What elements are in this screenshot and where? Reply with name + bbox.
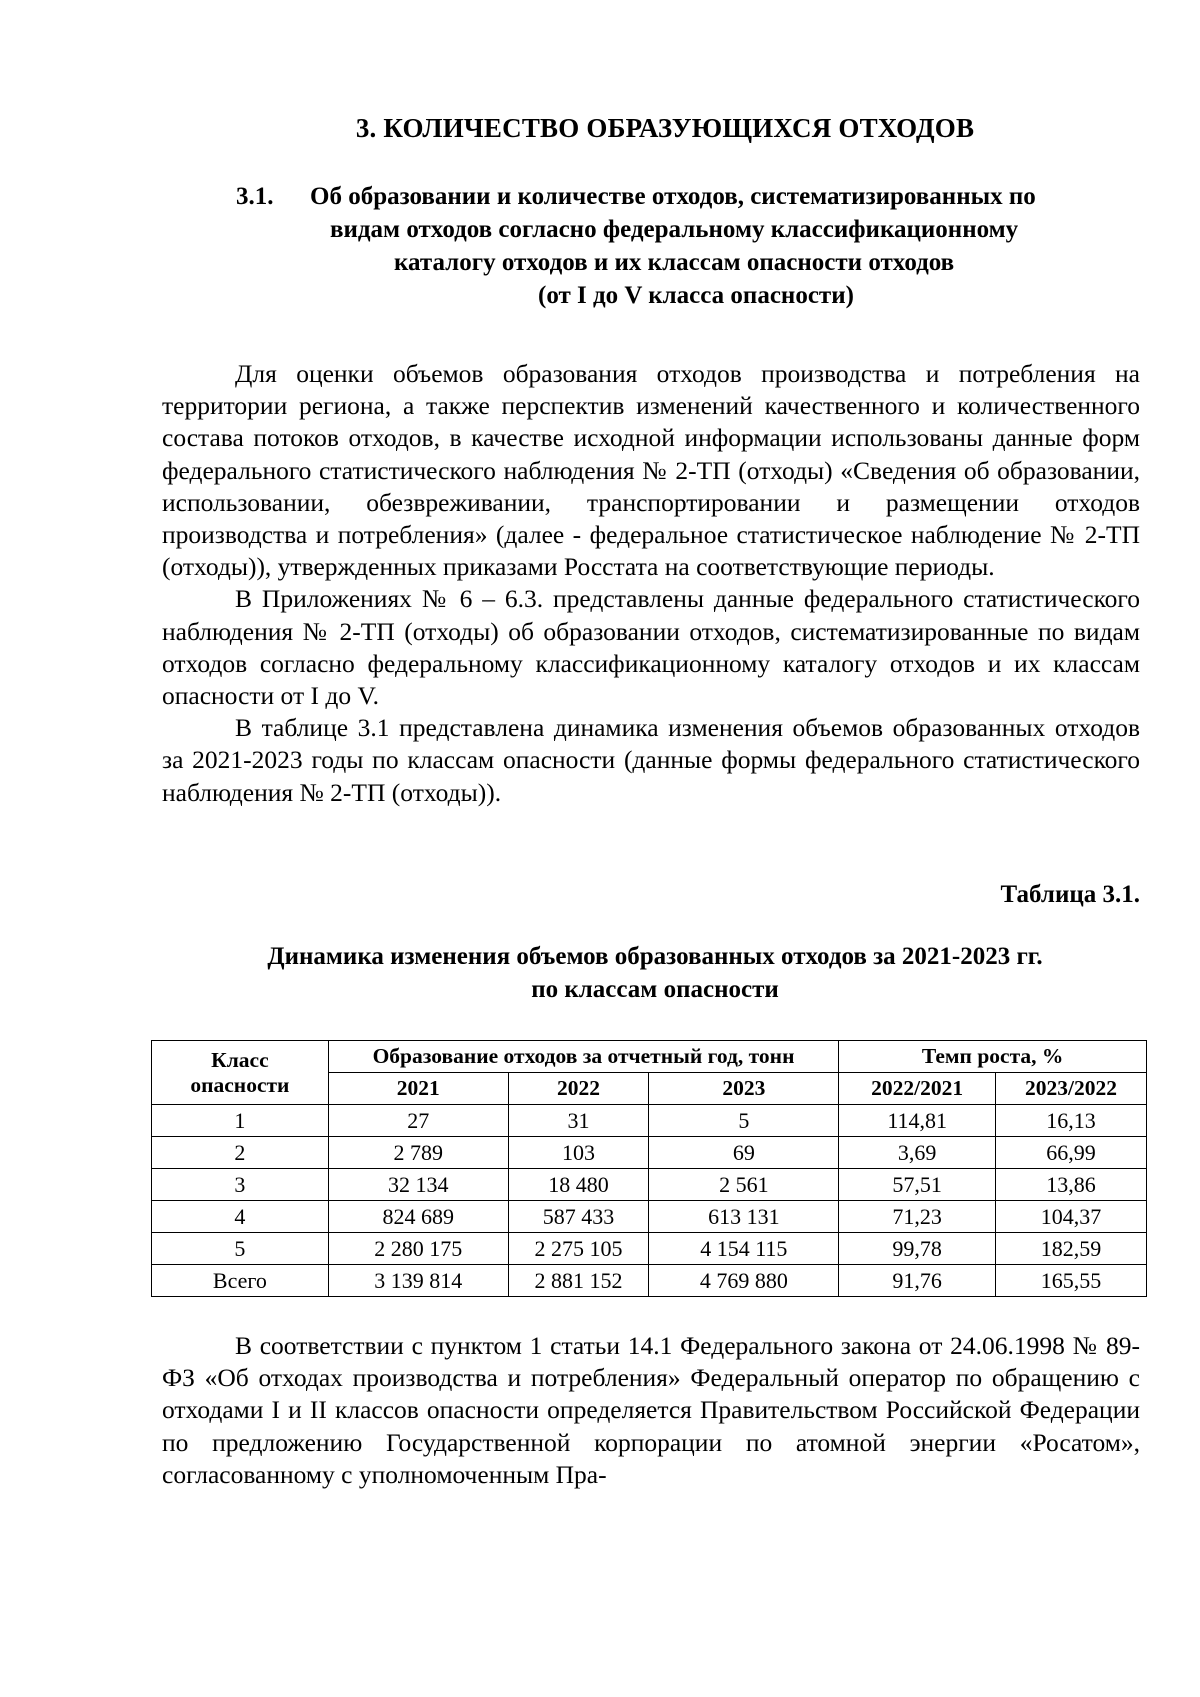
closing-text xyxy=(162,1330,1140,1491)
cell-hazard-class: 5 xyxy=(152,1233,329,1265)
cell-hazard-class: 1 xyxy=(152,1105,329,1137)
header-hazard-class xyxy=(152,1041,329,1105)
header-year-2021: 2021 xyxy=(328,1073,508,1105)
cell-tons-2023: 69 xyxy=(649,1137,839,1169)
table-row xyxy=(152,1169,1147,1201)
table-title xyxy=(0,940,1200,1006)
table-row xyxy=(152,1137,1147,1169)
cell-tons-2021: 2 789 xyxy=(328,1137,508,1169)
cell-tons-2022: 2 881 152 xyxy=(508,1265,649,1297)
cell-tons-2023: 4 154 115 xyxy=(649,1233,839,1265)
cell-tons-2022: 587 433 xyxy=(508,1201,649,1233)
cell-growth-2023-2022: 66,99 xyxy=(996,1137,1147,1169)
cell-growth-2022-2021: 99,78 xyxy=(839,1233,996,1265)
cell-tons-2021: 32 134 xyxy=(328,1169,508,1201)
header-growth-group: Темп роста, % xyxy=(839,1041,1147,1073)
cell-tons-2023: 2 561 xyxy=(649,1169,839,1201)
section-title-line-4: (от I до V класса опасности) xyxy=(538,282,854,309)
section-title-line-2: видам отходов согласно федеральному классификационному xyxy=(330,216,1019,243)
header-hazard-class-line-2: опасности xyxy=(190,1072,290,1097)
cell-tons-2023: 4 769 880 xyxy=(649,1265,839,1297)
cell-growth-2022-2021: 114,81 xyxy=(839,1105,996,1137)
cell-hazard-class: 2 xyxy=(152,1137,329,1169)
section-title-line-1: Об образовании и количестве отходов, систематизированных по xyxy=(310,183,1036,210)
header-hazard-class-line-1: Класс xyxy=(211,1047,269,1072)
table-body xyxy=(152,1105,1147,1297)
paragraph-1: Для оценки объемов образования отходов производства и потребления на территории региона, а также перспектив изменений качественного и количественного состава потоков отходов, в качестве исходной информации использованы данные форм федерального статистического наблюдения № 2-ТП (отходы) «Сведения об образовании, использовании, обезвреживании, транспортировании и размещении отходов производства и потребления» (далее - федеральное статистическое наблюдение № 2-ТП (отходы)), утвержденных приказами Росстата на соответствующие периоды. xyxy=(162,359,1140,582)
cell-tons-2022: 18 480 xyxy=(508,1169,649,1201)
table-header-row-1 xyxy=(152,1041,1147,1073)
cell-growth-2023-2022: 16,13 xyxy=(996,1105,1147,1137)
waste-table xyxy=(151,1040,1147,1297)
cell-growth-2022-2021: 91,76 xyxy=(839,1265,996,1297)
paragraph-2: В Приложениях № 6 – 6.3. представлены данные федерального статистического наблюдения № 2-ТП (отходы) об образовании отходов, систематизированные по видам отходов согласно федеральному классификационному каталогу отходов и их классам опасности от I до V. xyxy=(162,584,1140,711)
table-row xyxy=(152,1201,1147,1233)
cell-growth-2023-2022: 182,59 xyxy=(996,1233,1147,1265)
closing-paragraph: В соответствии с пунктом 1 статьи 14.1 Федерального закона от 24.06.1998 № 89-ФЗ «Об отходах производства и потребления» Федеральный оператор по обращению с отходами I и II классов опасности определяется Правительством Российской Федерации по предложению Государственной корпорации по атомной энергии «Росатом», согласованному с уполномоченным Пра- xyxy=(162,1331,1140,1489)
cell-growth-2022-2021: 71,23 xyxy=(839,1201,996,1233)
cell-tons-2022: 31 xyxy=(508,1105,649,1137)
cell-hazard-class: 3 xyxy=(152,1169,329,1201)
table-row xyxy=(152,1265,1147,1297)
cell-tons-2023: 613 131 xyxy=(649,1201,839,1233)
chapter-title: 3. КОЛИЧЕСТВО ОБРАЗУЮЩИХСЯ ОТХОДОВ xyxy=(355,113,975,143)
cell-tons-2021: 824 689 xyxy=(328,1201,508,1233)
table-title-line-2: по классам опасности xyxy=(531,976,779,1003)
header-ratio-2022-2021: 2022/2021 xyxy=(839,1073,996,1105)
table-row xyxy=(152,1105,1147,1137)
cell-growth-2023-2022: 104,37 xyxy=(996,1201,1147,1233)
cell-tons-2022: 2 275 105 xyxy=(508,1233,649,1265)
table-label: Таблица 3.1. xyxy=(1000,881,1140,908)
table-title-line-1: Динамика изменения объемов образованных отходов за 2021-2023 гг. xyxy=(267,943,1043,970)
section-title-line-3: каталогу отходов и их классам опасности отходов xyxy=(394,249,955,276)
section-number: 3.1. xyxy=(236,183,274,210)
header-formation-group: Образование отходов за отчетный год, тонн xyxy=(328,1041,838,1073)
header-year-2023: 2023 xyxy=(649,1073,839,1105)
table-row xyxy=(152,1233,1147,1265)
paragraph-3: В таблице 3.1 представлена динамика изменения объемов образованных отходов за 2021-2023 годы по классам опасности (данные формы федерального статистического наблюдения № 2-ТП (отходы)). xyxy=(162,713,1140,807)
cell-hazard-class: 4 xyxy=(152,1201,329,1233)
cell-growth-2022-2021: 3,69 xyxy=(839,1137,996,1169)
cell-growth-2023-2022: 165,55 xyxy=(996,1265,1147,1297)
header-ratio-2023-2022: 2023/2022 xyxy=(996,1073,1147,1105)
cell-tons-2021: 3 139 814 xyxy=(328,1265,508,1297)
cell-tons-2022: 103 xyxy=(508,1137,649,1169)
header-year-2022: 2022 xyxy=(508,1073,649,1105)
cell-tons-2021: 2 280 175 xyxy=(328,1233,508,1265)
cell-tons-2023: 5 xyxy=(649,1105,839,1137)
cell-hazard-class: Всего xyxy=(152,1265,329,1297)
cell-growth-2023-2022: 13,86 xyxy=(996,1169,1147,1201)
cell-growth-2022-2021: 57,51 xyxy=(839,1169,996,1201)
intro-text xyxy=(162,358,1140,809)
cell-tons-2021: 27 xyxy=(328,1105,508,1137)
